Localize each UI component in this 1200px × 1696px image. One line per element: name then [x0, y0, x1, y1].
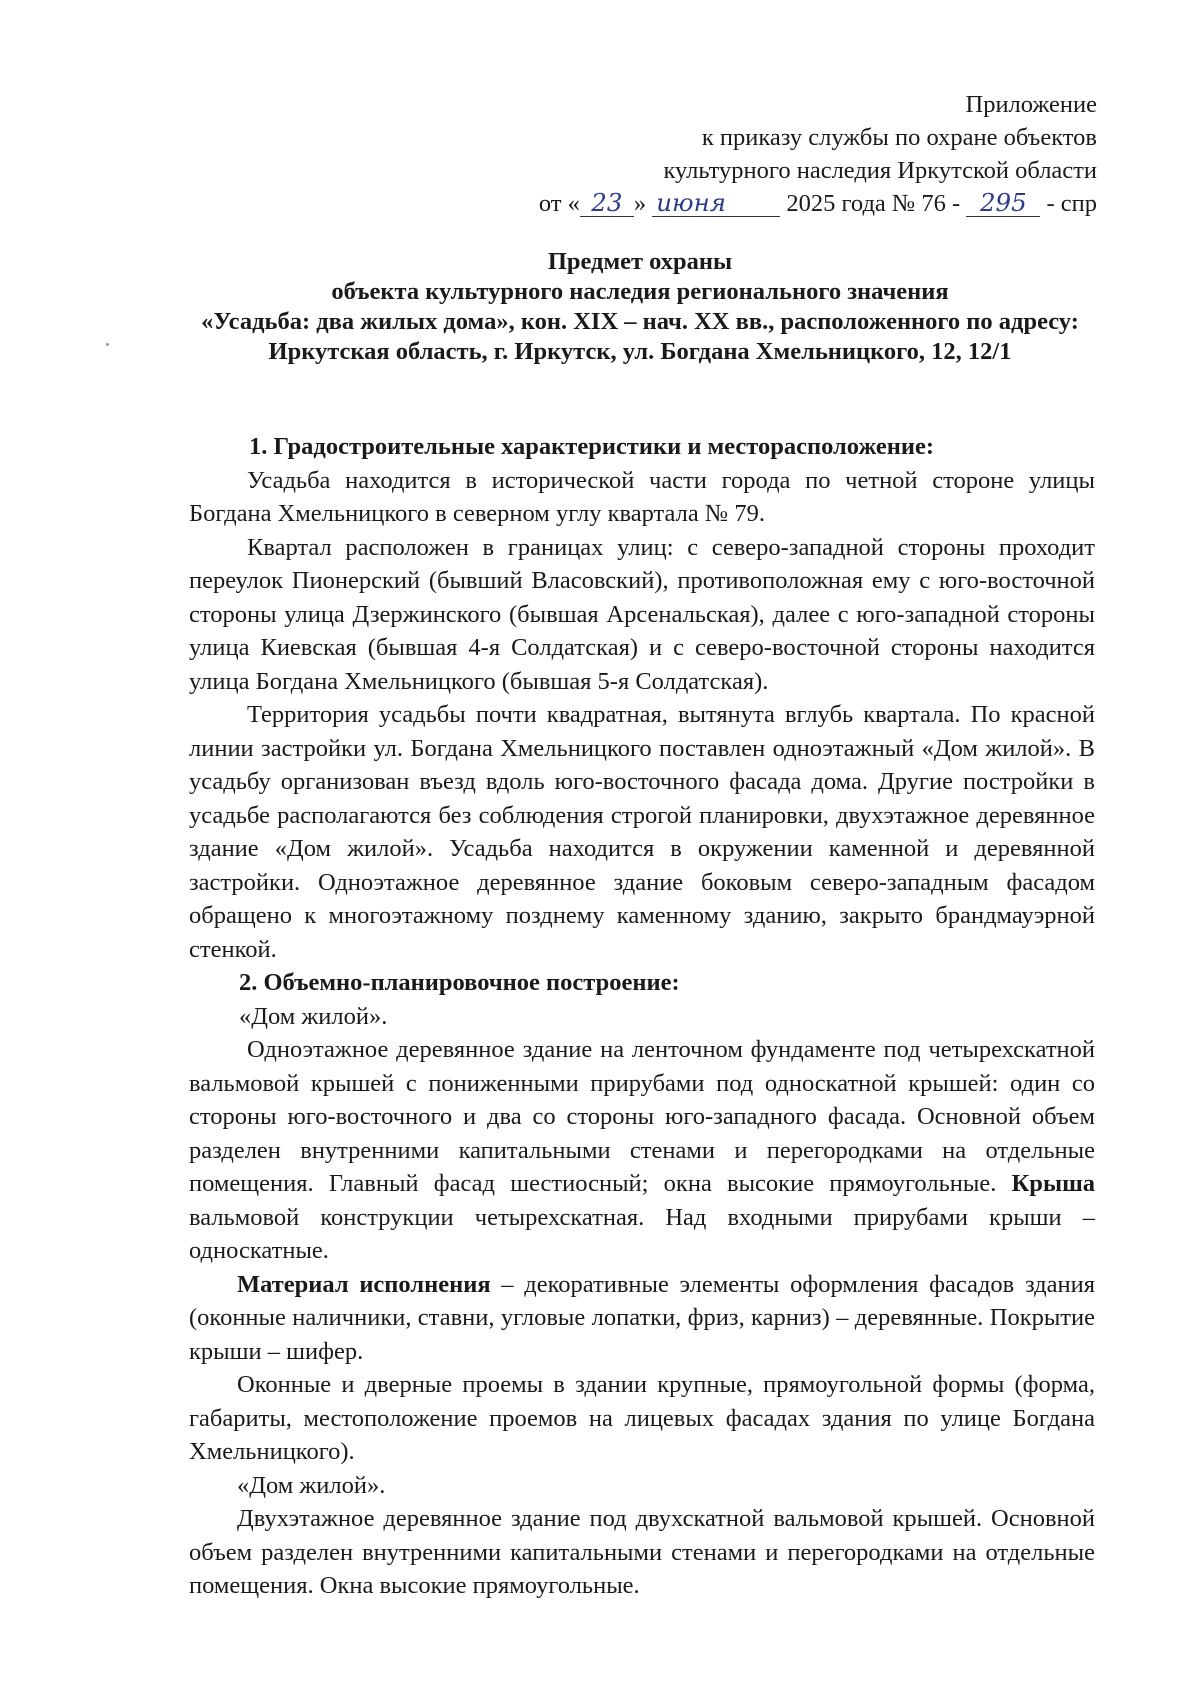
section-1-paragraph-1: Усадьба находится в исторической части города по четной стороне улицы Богдана Хмельницкого в северном углу квартала № 79.: [189, 466, 1095, 527]
annex-title: Приложение: [965, 91, 1097, 118]
roof-description: вальмовой конструкции четырехскатная. Над входными прирубами крыши – односкатные.: [189, 1203, 1095, 1264]
section-2-paragraph-openings: Оконные и дверные проемы в здании крупные, прямоугольной формы (форма, габариты, местоположение проемов на лицевых фасадах здания по улице Богдана Хмельницкого).: [189, 1371, 1095, 1465]
document-title: [180, 247, 1100, 367]
annex-header: [397, 88, 1097, 220]
annex-date-line: [397, 187, 1097, 220]
document-body: [189, 430, 1095, 1603]
handwritten-order-number: 295: [966, 190, 1040, 217]
material-label: Материал исполнения: [237, 1270, 491, 1298]
date-mid: »: [633, 190, 647, 217]
title-line-2: объекта культурного наследия регионального значения: [331, 278, 949, 305]
house-1-label: «Дом жилой».: [239, 1002, 388, 1030]
date-suffix: - спр: [1046, 190, 1097, 217]
section-2-paragraph-1: [189, 1033, 1095, 1268]
annex-agency-line: культурного наследия Иркутской области: [663, 157, 1097, 184]
section-2-heading: 2. Объемно-планировочное построение:: [239, 969, 680, 996]
date-prefix: от «: [538, 190, 580, 217]
title-line-1: Предмет охраны: [547, 248, 733, 275]
roof-label: Крыша: [1011, 1170, 1095, 1197]
section-1-paragraph-2: Квартал расположен в границах улиц: с северо-западной стороны проходит переулок Пионерский (бывший Власовский), противоположная ему с юго-восточной стороны улица Дзержинского (бывшая Арсенальская), далее с юго-западной стороны улица Киевская (бывшая 4-я Солдатская) и с северо-восточной стороны находится улица Богдана Хмельницкого (бывшая 5-я Солдатская).: [189, 533, 1095, 695]
section-1-paragraph-3: Территория усадьбы почти квадратная, вытянута вглубь квартала. По красной линии застройки ул. Богдана Хмельницкого поставлен одноэтажный «Дом жилой». В усадьбу организован въезд вдоль юго-восточного фасада дома. Другие постройки в усадьбе располагаются без соблюдения строгой планировки, двухэтажное деревянное здание «Дом жилой». Усадьба находится в окружении каменной и деревянной застройки. Одноэтажное деревянное здание боковым северо-западным фасадом обращено к многоэтажному позднему каменному зданию, закрыто брандмауэрной стенкой.: [189, 701, 1095, 963]
house-2-description: Двухэтажное деревянное здание под двухскатной вальмовой крышей. Основной объем разделен внутренними капитальными стенами и перегородками на отдельные помещения. Окна высокие прямоугольные.: [189, 1505, 1095, 1599]
scan-speck: [106, 343, 109, 346]
handwritten-day: 23: [580, 190, 634, 217]
annex-order-line: к приказу службы по охране объектов: [701, 124, 1097, 151]
house-1-description: Одноэтажное деревянное здание на ленточном фундаменте под четырехскатной вальмовой крышей с пониженными прирубами под односкатной крышей: один со стороны юго-восточного и два со стороны юго-западного фасада. Основной объем разделен внутренними капитальными стенами и перегородками на отдельные помещения. Главный фасад шестиосный; окна высокие прямоугольные.: [189, 1036, 1095, 1197]
section-1-heading: 1. Градостроительные характеристики и месторасположение:: [249, 433, 935, 460]
section-2-paragraph-material: [189, 1268, 1095, 1369]
title-line-3: «Усадьба: два жилых дома», кон. XIX – нач. XX вв., расположенного по адресу: Иркутская область, г. Иркутск, ул. Богдана Хмельницкого, 12, 12/1: [201, 308, 1079, 365]
house-2-label: «Дом жилой».: [237, 1471, 386, 1499]
date-year: 2025 года № 76 -: [786, 190, 961, 217]
handwritten-month: июня: [652, 190, 780, 217]
material-description: – декоративные элементы оформления фасадов здания (оконные наличники, ставни, угловые лопатки, фриз, карниз) – деревянные. Покрытие крыши – шифер.: [189, 1270, 1096, 1365]
